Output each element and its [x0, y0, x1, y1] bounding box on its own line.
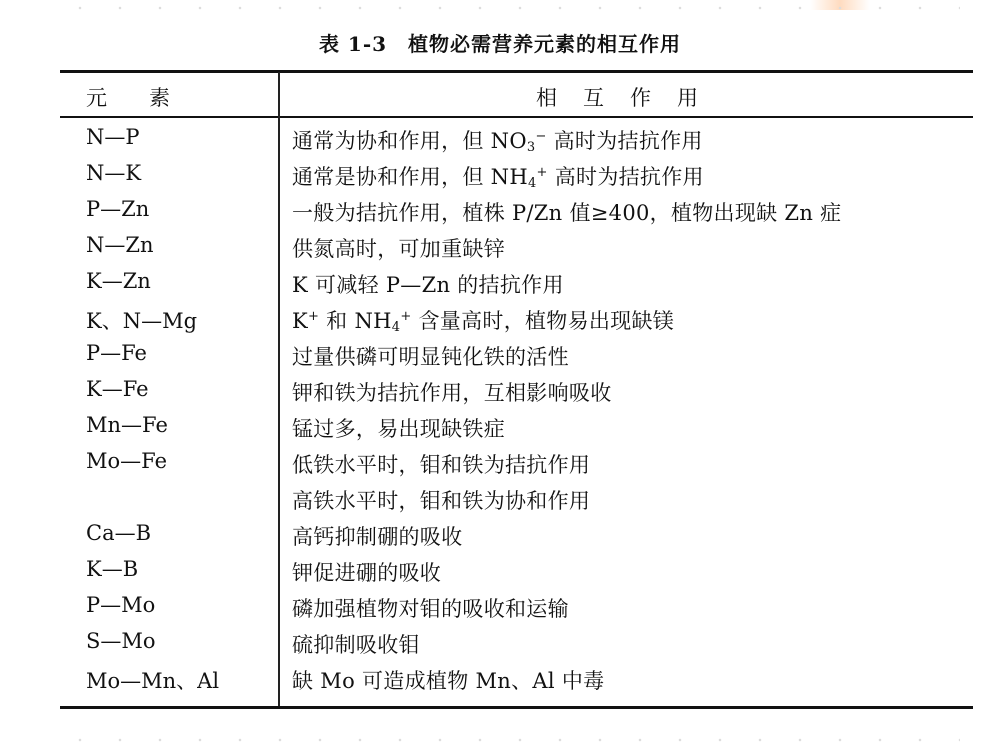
table-row	[0, 122, 1000, 158]
element-cell: K—B	[86, 557, 139, 581]
interaction-cell	[292, 413, 505, 443]
element-cell: K、N—Mg	[86, 309, 198, 333]
table-row	[0, 410, 1000, 446]
column-header-element: 元素	[86, 86, 212, 110]
interaction-cell	[292, 125, 703, 155]
interaction-text: 通常为协和作用，但 NO	[292, 129, 527, 153]
element-cell: Mo—Fe	[86, 449, 167, 473]
interaction-text: 低铁水平时，钼和铁为拮抗作用	[292, 453, 591, 477]
interaction-text: 一般为拮抗作用，植株 P/Zn 值≥400，植物出现缺 Zn 症	[292, 201, 842, 225]
interaction-cell	[292, 521, 462, 551]
element-cell: N—Zn	[86, 233, 154, 257]
subscript: 3	[526, 140, 536, 155]
interaction-text: K	[292, 309, 308, 333]
table-row	[0, 662, 1000, 698]
superscript: −	[535, 129, 547, 144]
table-row	[0, 338, 1000, 374]
element-cell: Mn—Fe	[86, 413, 168, 437]
table-bottom-rule	[60, 706, 973, 709]
table-top-rule	[60, 70, 973, 73]
element-cell: P—Fe	[86, 341, 147, 365]
interaction-cell	[292, 233, 505, 263]
interaction-cell	[292, 341, 569, 371]
interaction-cell	[292, 449, 590, 479]
interaction-text: 高铁水平时，钼和铁为协和作用	[292, 489, 591, 513]
table-row	[0, 158, 1000, 194]
table-row	[0, 554, 1000, 590]
table-row	[0, 230, 1000, 266]
interaction-text: 高时为拮抗作用	[547, 165, 704, 189]
element-cell: Ca—B	[86, 521, 152, 545]
interaction-text: 供氮高时，可加重缺锌	[292, 237, 505, 261]
interaction-text: 磷加强植物对钼的吸收和运输	[292, 597, 569, 621]
interaction-cell	[292, 161, 704, 191]
element-cell: P—Zn	[86, 197, 150, 221]
table-row	[0, 302, 1000, 338]
element-cell: K—Zn	[86, 269, 151, 293]
subscript: 4	[391, 320, 401, 335]
interaction-text: 过量供磷可明显钝化铁的活性	[292, 345, 569, 369]
interaction-text: 锰过多，易出现缺铁症	[292, 417, 505, 441]
interaction-text: K 可减轻 P—Zn 的拮抗作用	[292, 273, 564, 297]
interaction-text: 含量高时，植物易出现缺镁	[411, 309, 675, 333]
table-row	[0, 194, 1000, 230]
interaction-cell	[292, 305, 674, 335]
element-cell: Mo—Mn、Al	[86, 669, 220, 693]
interaction-cell	[292, 197, 841, 227]
interaction-text: 高钙抑制硼的吸收	[292, 525, 463, 549]
element-cell: P—Mo	[86, 593, 156, 617]
interaction-text: 钾促进硼的吸收	[292, 561, 442, 585]
element-cell: S—Mo	[86, 629, 156, 653]
interaction-cell	[292, 665, 604, 695]
interaction-cell	[292, 629, 420, 659]
interaction-cell	[292, 269, 564, 299]
interaction-cell	[292, 593, 569, 623]
table-row	[0, 446, 1000, 482]
element-cell: N—P	[86, 125, 140, 149]
interaction-text: 和 NH	[319, 309, 392, 333]
subscript: 4	[527, 176, 537, 191]
table-row	[0, 482, 1000, 518]
table-row	[0, 626, 1000, 662]
scan-dots-bottom	[60, 736, 960, 744]
interaction-text: 高时为拮抗作用	[546, 129, 703, 153]
interaction-cell	[292, 485, 590, 515]
table-row	[0, 518, 1000, 554]
table-caption: 表 1-3 植物必需营养元素的相互作用	[318, 32, 682, 56]
table-row	[0, 266, 1000, 302]
table-body	[0, 122, 1000, 698]
table-row	[0, 590, 1000, 626]
table-row	[0, 374, 1000, 410]
interaction-text: 硫抑制吸收钼	[292, 633, 420, 657]
interaction-cell	[292, 557, 441, 587]
scan-dots-top	[60, 4, 960, 12]
element-cell: K—Fe	[86, 377, 149, 401]
interaction-text: 缺 Mo 可造成植物 Mn、Al 中毒	[292, 669, 605, 693]
table-header-rule	[60, 116, 973, 118]
superscript: +	[308, 309, 320, 324]
superscript: +	[400, 309, 412, 324]
superscript: +	[536, 165, 548, 180]
interaction-text: 钾和铁为拮抗作用，互相影响吸收	[292, 381, 612, 405]
interaction-text: 通常是协和作用，但 NH	[292, 165, 528, 189]
column-header-interaction: 相互作用	[536, 86, 724, 110]
interaction-cell	[292, 377, 612, 407]
element-cell: N—K	[86, 161, 142, 185]
